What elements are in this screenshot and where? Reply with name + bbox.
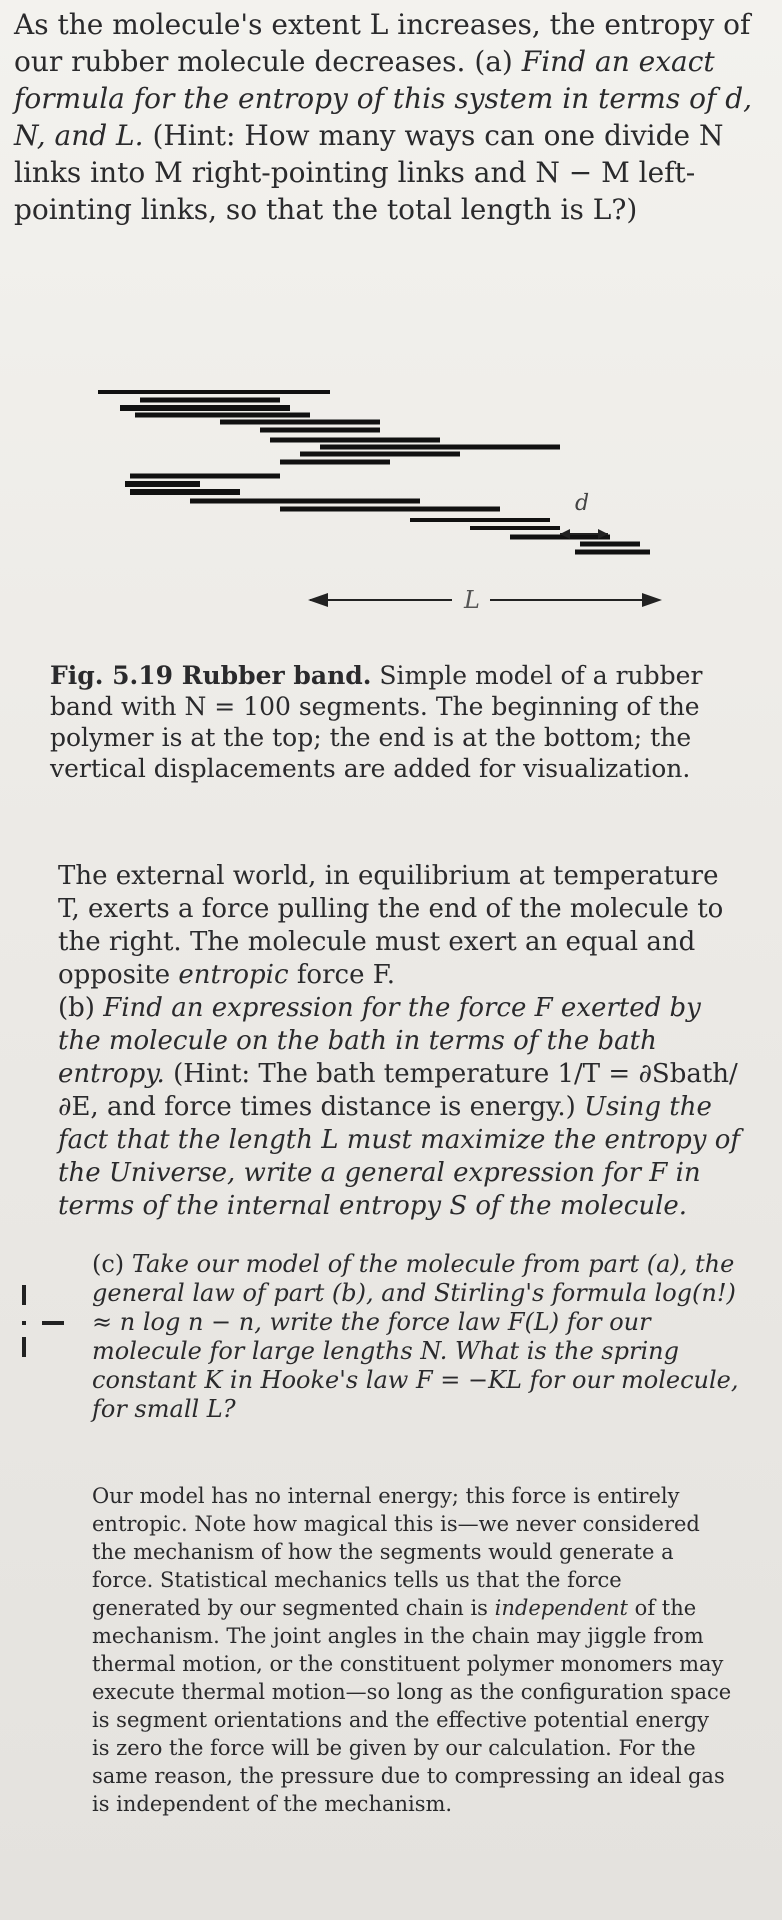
label-d: d bbox=[575, 491, 590, 516]
part-b-follow: Using the fact that the length L must maximize the entropy of the Universe, write a general expression for F in terms of the internal entropy S of the molecule. bbox=[58, 1092, 741, 1221]
part-c-paragraph bbox=[92, 1250, 742, 1424]
caption-label: Fig. 5.19 Rubber band. bbox=[50, 661, 372, 690]
figure-caption bbox=[50, 660, 740, 784]
part-a-hint: (Hint: How many ways can one divide N links into M right-pointing links and N − M left-pointing links, so that the total length is L?) bbox=[14, 119, 724, 226]
part-b-intro: The external world, in equilibrium at temperature T, exerts a force pulling the end of the molecule to the right. The molecule must exert an equal and opposite bbox=[58, 861, 724, 990]
label-L: L bbox=[464, 586, 480, 614]
rubber-band-figure bbox=[80, 370, 680, 630]
part-b-hint: (Hint: The bath temperature 1/T = ∂Sbath/∂E, and force times distance is energy.) bbox=[58, 1059, 738, 1122]
intro-line: As the molecule's extent L increases, the entropy of our rubber molecule decreases. bbox=[14, 8, 751, 78]
closing-text-end: of the mechanism. The joint angles in the chain may jiggle from thermal motion, or the constituent polymer monomers may execute thermal motion—so long as the configuration space is segment orientations and the effective potential energy is zero the force will be given by our calculation. For the same reason, the pressure due to compressing an ideal gas is independent of the mechanism. bbox=[92, 1596, 732, 1816]
part-b-label: (b) bbox=[58, 993, 95, 1023]
polymer-diagram bbox=[80, 370, 680, 630]
part-c-label: (c) bbox=[92, 1250, 125, 1278]
part-a-question: Find an exact formula for the entropy of this system in terms of d, N, and L. bbox=[14, 45, 753, 152]
part-b-intro-emphasis: entropic bbox=[178, 960, 289, 990]
part-b-intro-end: force F. bbox=[296, 960, 395, 990]
caption-text: Simple model of a rubber band with N = 100 segments. The beginning of the polymer is at the top; the end is at the bottom; the vertical displacements are added for visualization. bbox=[50, 661, 703, 783]
total-length-arrow bbox=[308, 593, 662, 607]
closing-text: Our model has no internal energy; this force is entirely entropic. Note how magical this is—we never considered the mechanism of how the segments would generate a force. Statistical mechanics tells us that the force generated by our segmented chain is bbox=[92, 1484, 700, 1620]
intro-paragraph bbox=[14, 6, 764, 228]
part-c-question: Take our model of the molecule from part (a), the general law of part (b), and Stirling's formula log(n!) ≈ n log n − n, write the force law F(L) for our molecule for large lengths N. What is the spring constant K in Hooke's law F = −KL for our molecule, for small L? bbox=[92, 1250, 739, 1423]
margin-mark bbox=[14, 1285, 64, 1355]
part-b-paragraph bbox=[58, 860, 748, 1223]
part-a-label: (a) bbox=[474, 45, 513, 78]
closing-paragraph bbox=[92, 1482, 732, 1818]
closing-emphasis: independent bbox=[494, 1596, 628, 1620]
polymer-segments bbox=[98, 392, 650, 552]
part-b-question: Find an expression for the force F exerted by the molecule on the bath in terms of the bath entropy. bbox=[58, 993, 701, 1089]
